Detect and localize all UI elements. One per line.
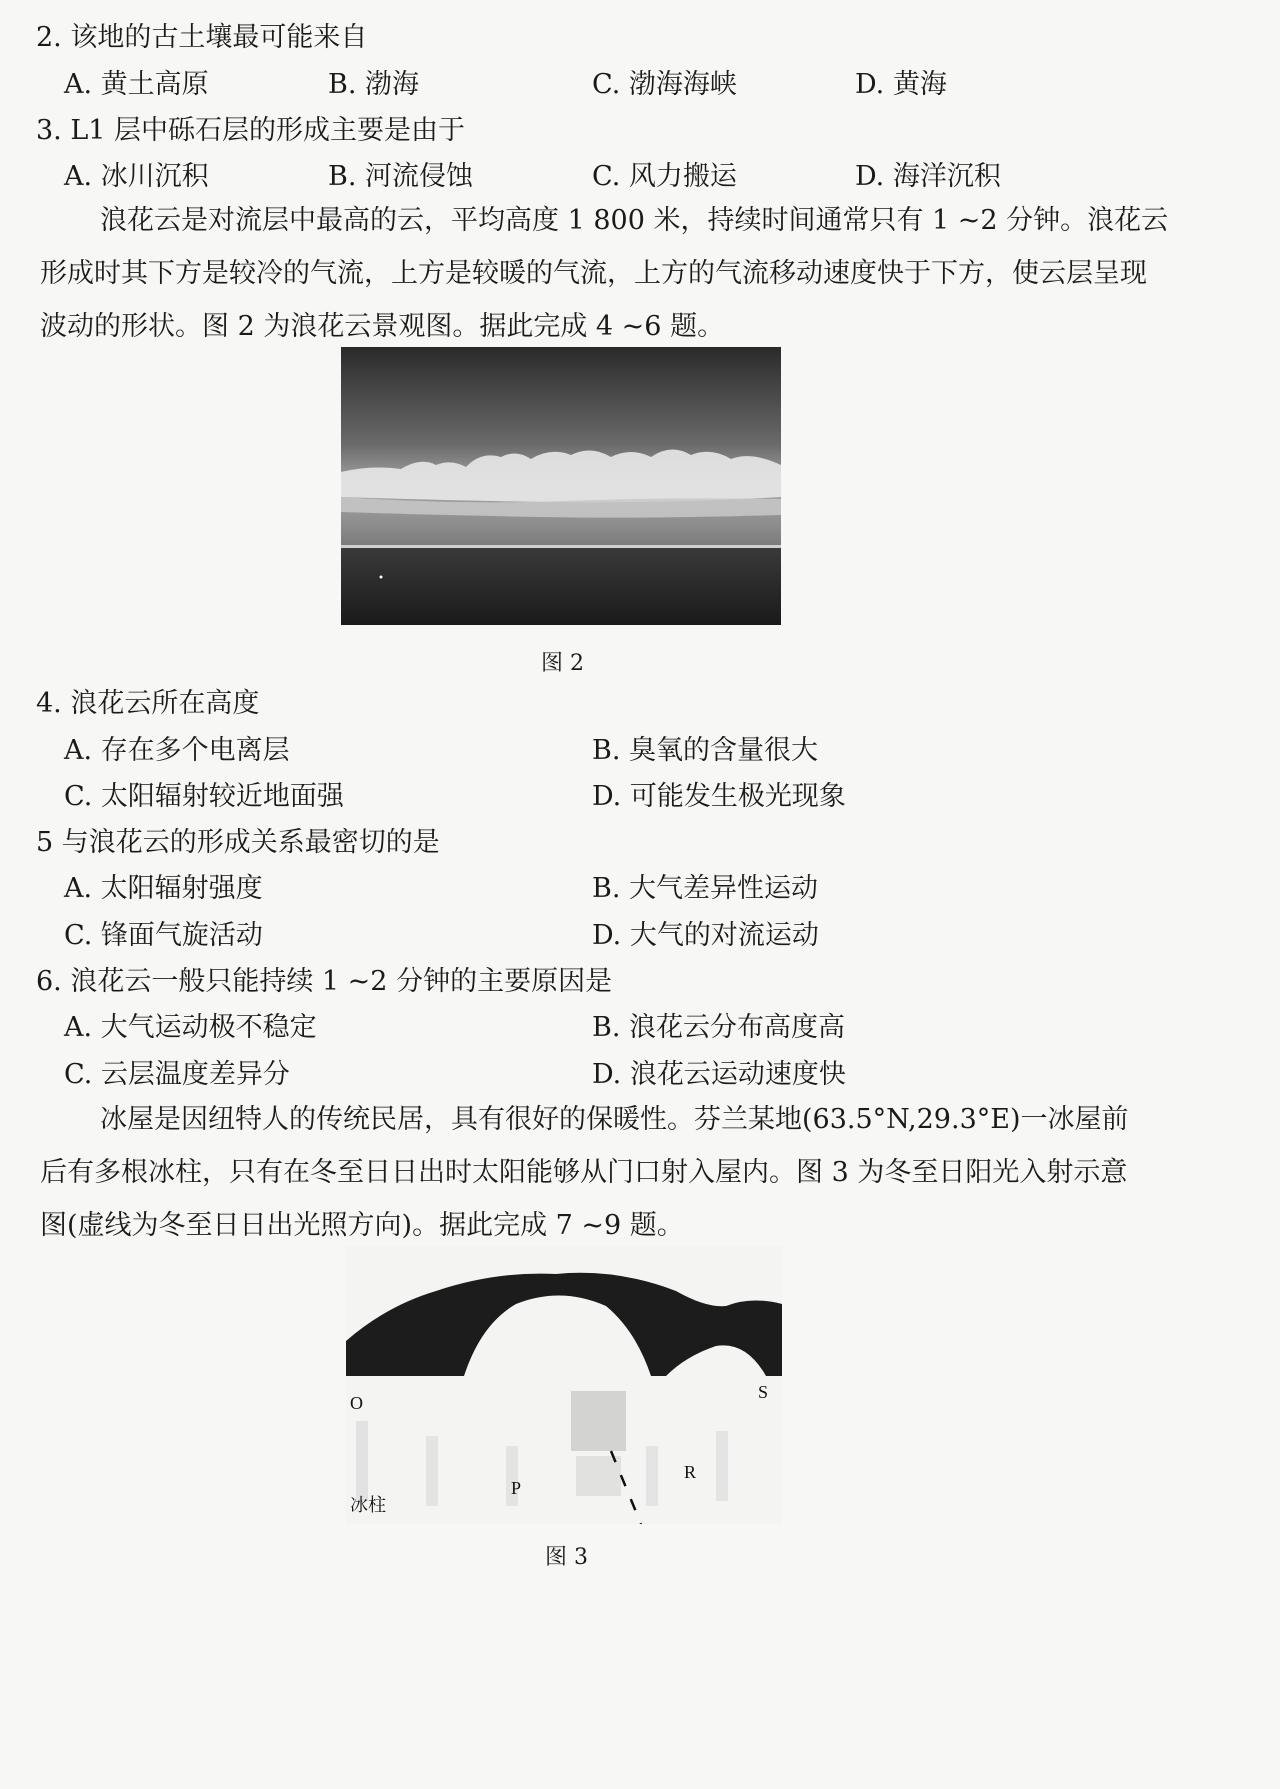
fig3-label-p: P — [511, 1478, 522, 1498]
fig3-label-o: O — [350, 1393, 363, 1413]
passage1-line-3: 波动的形状。图 2 为浪花云景观图。据此完成 4 ~6 题。 — [40, 311, 725, 342]
figure-2-caption: 图 2 — [541, 651, 584, 676]
passage2-line-1: 冰屋是因纽特人的传统民居，具有很好的保暖性。芬兰某地(63.5°N,29.3°E)一冰屋前 — [100, 1104, 1129, 1135]
passage1-line-1: 浪花云是对流层中最高的云，平均高度 1 800 米，持续时间通常只有 1 ~2 分钟。浪花云 — [100, 205, 1169, 236]
fig3-label-r: R — [684, 1462, 697, 1482]
q3-option-b: B. 河流侵蚀 — [328, 161, 474, 192]
q5-option-d: D. 大气的对流运动 — [592, 920, 819, 951]
q2-option-d: D. 黄海 — [855, 69, 947, 100]
q5-stem: 5 与浪花云的形成关系最密切的是 — [36, 827, 440, 858]
q5-option-b: B. 大气差异性运动 — [592, 873, 819, 904]
q4-option-c: C. 太阳辐射较近地面强 — [64, 781, 344, 812]
q4-option-b: B. 臭氧的含量很大 — [592, 735, 819, 766]
figure-3-igloo-diagram — [346, 1246, 782, 1524]
q3-option-d: D. 海洋沉积 — [855, 161, 1001, 192]
q4-option-a: A. 存在多个电离层 — [64, 735, 290, 766]
q3-option-a: A. 冰川沉积 — [64, 161, 209, 192]
passage2-line-3: 图(虚线为冬至日日出光照方向)。据此完成 7 ~9 题。 — [40, 1210, 684, 1241]
figure-2-wave-cloud-photo — [341, 347, 781, 625]
q6-stem: 6. 浪花云一般只能持续 1 ~2 分钟的主要原因是 — [36, 966, 613, 997]
q2-option-b: B. 渤海 — [328, 69, 420, 100]
q2-stem: 2. 该地的古土壤最可能来自 — [36, 22, 368, 53]
q4-option-d: D. 可能发生极光现象 — [592, 781, 846, 812]
q5-option-c: C. 锋面气旋活动 — [64, 920, 263, 951]
q6-option-a: A. 大气运动极不稳定 — [64, 1012, 317, 1043]
figure-3-caption: 图 3 — [545, 1545, 588, 1570]
q3-option-c: C. 风力搬运 — [592, 161, 737, 192]
passage-wave-cloud — [40, 194, 1250, 353]
fig3-label-ice-pillar: 冰柱 — [350, 1495, 386, 1515]
q5-option-a: A. 太阳辐射强度 — [64, 873, 263, 904]
q6-option-c: C. 云层温度差异分 — [64, 1059, 290, 1090]
q2-option-a: A. 黄土高原 — [64, 69, 209, 100]
q3-stem: 3. L1 层中砾石层的形成主要是由于 — [36, 115, 466, 146]
passage1-line-2: 形成时其下方是较冷的气流，上方是较暖的气流，上方的气流移动速度快于下方，使云层呈现 — [40, 258, 1147, 289]
q6-option-b: B. 浪花云分布高度高 — [592, 1012, 846, 1043]
passage2-line-2: 后有多根冰柱，只有在冬至日日出时太阳能够从门口射入屋内。图 3 为冬至日阳光入射示意 — [40, 1157, 1128, 1188]
q2-option-c: C. 渤海海峡 — [592, 69, 737, 100]
passage-igloo — [40, 1093, 1250, 1252]
fig3-label-s: S — [758, 1382, 769, 1402]
q6-option-d: D. 浪花云运动速度快 — [592, 1059, 846, 1090]
q4-stem: 4. 浪花云所在高度 — [36, 688, 260, 719]
